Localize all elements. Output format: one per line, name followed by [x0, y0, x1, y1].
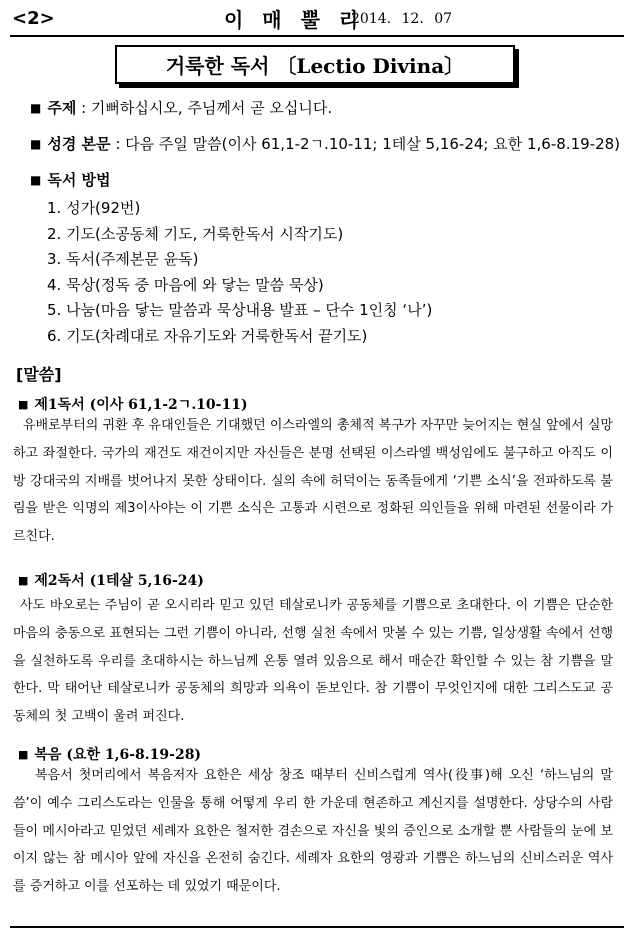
scripture-line	[30, 133, 620, 154]
scripture-text: : 다음 주일 말씀(이사 61,1-2ㄱ.10-11; 1테살 5,16-24; 요한 1,6-8.19-28)	[115, 135, 621, 153]
method-step: 6. 기도(차례대로 자유기도와 거룩한독서 끝기도)	[47, 326, 368, 345]
reading-body: 복음서 첫머리에서 복음저자 요한은 세상 창조 때부터 신비스럽게 역사(役事)해 오신 ‘하느님의 말씀’이 예수 그리스도라는 인물을 통해 어떻게 우리 한 가운데 현존하고 계신지를 설명한다. 상당수의 사람들이 메시아라고 믿었던 세례자 요한은 철저한 겸손으로 자신을 빛의 증인으로 소개할 뿐 사람들의 눈에 보이지 않는 참 메시아 앞에 자신을 온전히 숨긴다. 세례자 요한의 영광과 기쁨은 하느님의 신비스러운 역사를 증거하고 이를 선포하는 데 있었기 때문이다.	[13, 768, 613, 895]
scripture-label: 성경 본문	[47, 135, 111, 153]
footer-rule	[10, 926, 624, 928]
masthead-title: 이 매 뿔 리	[224, 8, 365, 32]
square-bullet-icon: ■	[30, 101, 42, 115]
title-korean: 거룩한 독서	[165, 54, 270, 78]
method-line	[30, 169, 111, 190]
method-step: 4. 묵상(정독 중 마음에 와 닿는 말씀 묵상)	[47, 275, 324, 294]
method-step: 5. 나눔(마음 닿는 말씀과 묵상내용 발표 – 단수 1인칭 ‘나’)	[47, 301, 433, 319]
reading-heading	[18, 744, 201, 764]
reading-body: 유배로부터의 귀환 후 유대인들은 기대했던 이스라엘의 총체적 복구가 자꾸만 늦어지는 현실 앞에서 실망하고 좌절한다. 국가의 재건도 재건이지만 자신들은 분명 선택된 이스라엘 백성임에도 불구하고 아직도 이방 강대국의 지배를 벗어나지 못한 상태이다. 실의 속에 허덕이는 동족들에게 ‘기쁜 소식’을 전파하도록 불림을 받은 익명의 제3이사야는 이 기쁜 소식은 고통과 시련으로 정화된 의인들을 위해 마련된 선물이라 가르친다.	[13, 418, 613, 545]
square-bullet-icon: ■	[18, 574, 29, 587]
square-bullet-icon: ■	[30, 137, 42, 151]
square-bullet-icon: ■	[30, 173, 42, 187]
square-bullet-icon: ■	[18, 398, 29, 411]
reading-body: 사도 바오로는 주님이 곧 오시리라 믿고 있던 테살로니카 공동체를 기쁨으로 초대한다. 이 기쁨은 단순한 마음의 충동으로 표현되는 그런 기쁨이 아니라, 선행 실천 속에서 맛볼 수 있는 기쁨, 일상생활 속에서 선행을 실천하도록 우리를 초대하시는 하느님께 온통 열려 있음으로 해서 매순간 확인할 수 있는 참 기쁨을 말한다. 막 태어난 테살로니카 공동체의 희망과 의욕이 돋보인다. 참 기쁨이 무엇인지에 대한 그리스도교 공동체의 첫 고백이 울려 퍼진다.	[13, 598, 613, 725]
reading-title: 제2독서 (1테살 5,16-24)	[34, 573, 204, 589]
method-label: 독서 방법	[47, 171, 111, 189]
square-bullet-icon: ■	[18, 748, 29, 761]
issue-date: 2014. 12. 07	[351, 11, 453, 27]
title-box	[115, 45, 515, 84]
header-rule	[10, 35, 624, 37]
method-steps	[47, 197, 432, 350]
title-latin: 〔Lectio Divina〕	[276, 54, 465, 78]
theme-text: : 기뻐하십시오, 주님께서 곧 오십니다.	[81, 99, 333, 117]
theme-line	[30, 97, 332, 118]
reading-title: 제1독서 (이사 61,1-2ㄱ.10-11)	[34, 397, 248, 413]
reading-title: 복음 (요한 1,6-8.19-28)	[34, 747, 202, 763]
method-step: 2. 기도(소공동체 기도, 거룩한독서 시작기도)	[47, 224, 344, 243]
reading-heading	[18, 394, 248, 414]
reading-heading	[18, 570, 204, 590]
word-section-heading: [말씀]	[16, 365, 62, 384]
theme-label: 주제	[47, 99, 77, 117]
method-step: 1. 성가(92번)	[47, 199, 141, 217]
method-step: 3. 독서(주제본문 윤독)	[47, 250, 199, 268]
page-number: <2>	[12, 8, 55, 29]
